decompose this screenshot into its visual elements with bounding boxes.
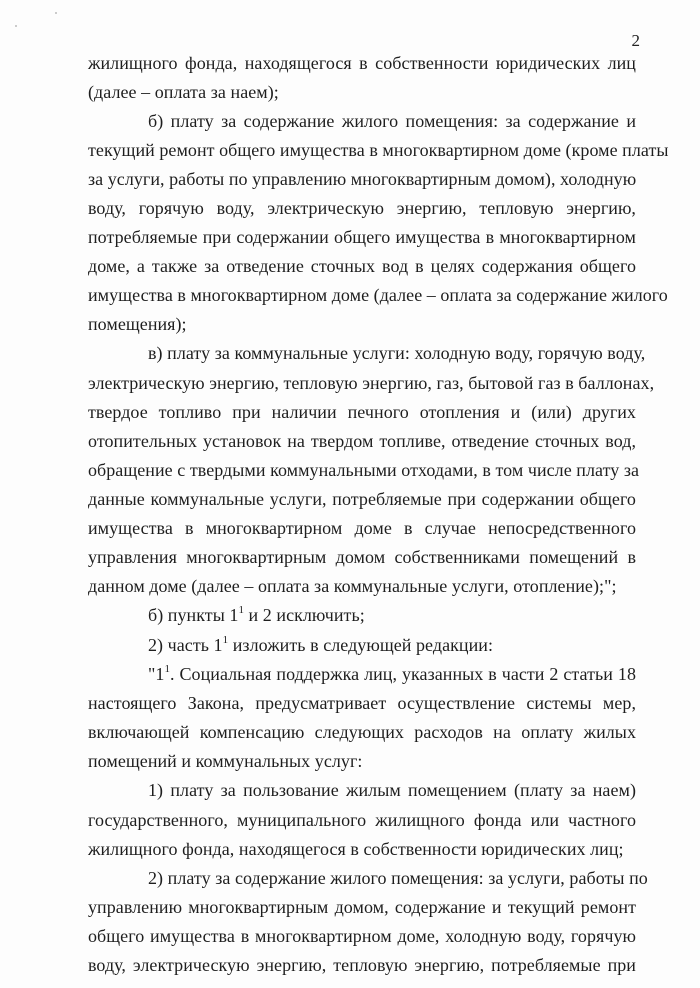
superscript: 1: [222, 634, 229, 646]
text-line: данном доме (далее – оплата за коммунальные услуги, отопление);";: [88, 576, 617, 596]
text-line: воду, электрическую энергию, тепловую энергию, потребляемые при: [88, 955, 636, 975]
text-line: текущий ремонт общего имущества в многоквартирном доме (кроме платы: [88, 140, 669, 160]
text-line: включающей компенсацию следующих расходов на оплату жилых: [88, 722, 636, 742]
text-line: потребляемые при содержании общего имущества в многоквартирном: [88, 227, 636, 247]
superscript: 1: [238, 604, 244, 616]
text-line: жилищного фонда, находящегося в собственности юридических лиц;: [88, 839, 624, 859]
text-line: твердое топливо при наличии печного отопления и (или) других: [88, 402, 636, 422]
text-line: имущества в многоквартирном доме в случае непосредственного: [88, 518, 636, 538]
scan-speck: [55, 12, 57, 14]
text-line: общего имущества в многоквартирном доме, холодную воду, горячую: [88, 926, 636, 946]
text-line: помещений и коммунальных услуг:: [88, 751, 363, 771]
text-run: и 2 исключить;: [244, 605, 365, 625]
text-line: отопительных установок на твердом топливе, отведение сточных вод,: [88, 431, 636, 451]
scan-speck: [15, 25, 17, 27]
text-run: 2) часть 1: [148, 635, 223, 655]
text-line: воду, горячую воду, электрическую энергию, тепловую энергию,: [88, 198, 636, 218]
text-line: обращение с твердыми коммунальными отходами, в том числе плату за: [88, 460, 640, 480]
text-line: жилищного фонда, находящегося в собственности юридических лиц: [88, 53, 636, 73]
text-run: "1: [148, 664, 165, 684]
text-line: настоящего Закона, предусматривает осуществление системы мер,: [88, 693, 636, 713]
text-line: управлению многоквартирным домом, содержание и текущий ремонт: [88, 897, 636, 917]
text-line: данные коммунальные услуги, потребляемые при содержании общего: [88, 489, 636, 509]
superscript: 1: [164, 663, 171, 675]
text-line: [148, 663, 636, 685]
text-run: б) пункты 1: [148, 605, 239, 625]
text-line: [148, 604, 636, 626]
text-line: в) плату за коммунальные услуги: холодную воду, горячую воду,: [148, 343, 646, 363]
text-run: изложить в следующей редакции:: [228, 635, 493, 655]
text-line: помещения);: [88, 314, 187, 334]
text-line: электрическую энергию, тепловую энергию, газ, бытовой газ в баллонах,: [88, 373, 655, 393]
text-line: государственного, муниципального жилищного фонда или частного: [88, 810, 636, 830]
text-line: (далее – оплата за наем);: [88, 82, 279, 102]
text-line: доме, а также за отведение сточных вод в целях содержания общего: [88, 256, 636, 276]
text-line: управления многоквартирным домом собственниками помещений в: [88, 547, 636, 567]
text-line: [148, 634, 636, 656]
text-line: за услуги, работы по управлению многоквартирным домом), холодную: [88, 169, 637, 189]
text-line: б) плату за содержание жилого помещения: за содержание и: [148, 111, 636, 131]
text-line: 2) плату за содержание жилого помещения: за услуги, работы по: [148, 868, 648, 888]
text-run: . Социальная поддержка лиц, указанных в части 2 статьи 18: [170, 664, 636, 684]
page-number: 2: [631, 31, 640, 50]
text-line: имущества в многоквартирном доме (далее – оплата за содержание жилого: [88, 285, 668, 305]
text-line: 1) плату за пользование жилым помещением (плату за наем): [148, 780, 636, 800]
